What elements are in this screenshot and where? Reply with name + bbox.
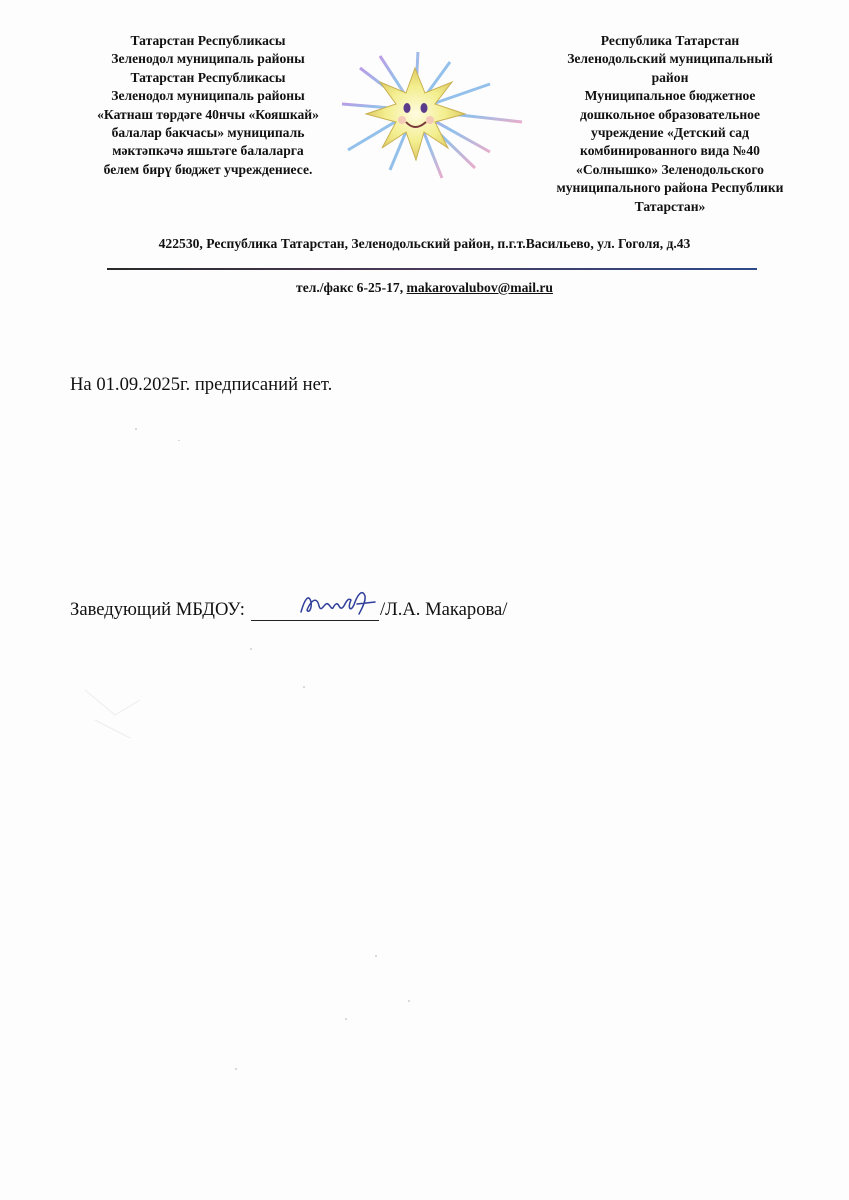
header-left-line: Татарстан Республикасы xyxy=(130,69,286,85)
header-right-line: учреждение «Детский сад xyxy=(591,125,749,141)
header-left-line: мәктәпкәчә яшьтәге балаларга xyxy=(112,143,304,159)
header-right-line: Зеленодольский муниципальный xyxy=(567,51,773,67)
header-left-line: Зеленодол муниципаль районы xyxy=(111,51,305,67)
header-left-line: белем бирү бюджет учреждениесе. xyxy=(103,161,313,177)
header-right-line: Муниципальное бюджетное xyxy=(584,88,756,104)
header-right-line: «Солнышко» Зеленодольского xyxy=(576,161,764,177)
header-left-line: Зеленодол муниципаль районы xyxy=(111,88,305,104)
statement-text: На 01.09.2025г. предписаний нет. xyxy=(70,374,333,395)
header-right-line: дошкольное образовательное xyxy=(579,106,761,122)
signature-name: /Л.А. Макарова/ xyxy=(379,599,508,620)
organization-address: 422530, Республика Татарстан, Зеленодольский район, п.г.т.Васильево, ул. Гоголя, д.43 xyxy=(158,236,691,251)
header-right-russian xyxy=(530,32,810,216)
organization-contacts xyxy=(0,280,849,296)
header-right-line: муниципального района Республики xyxy=(556,180,784,196)
phone-fax: тел./факс 6-25-17, xyxy=(296,280,407,295)
header-right-line: Республика Татарстан xyxy=(600,33,740,48)
signature-position: Заведующий МБДОУ: xyxy=(70,599,245,620)
signature-line xyxy=(251,596,379,621)
header-right-line: комбинированного вида №40 xyxy=(580,143,760,159)
header-divider xyxy=(107,268,757,270)
handwritten-signature-icon xyxy=(299,588,379,622)
header-right-line: Татарстан» xyxy=(634,198,706,214)
signature-block xyxy=(70,596,507,621)
header-left-tatar xyxy=(68,32,348,179)
header-left-line: «Катнаш төрдәге 40нчы «Кояшкай» xyxy=(97,106,319,122)
email-link[interactable]: makarovalubov@mail.ru xyxy=(406,280,553,295)
header-left-line: Татарстан Республикасы xyxy=(130,33,286,48)
sun-logo-icon xyxy=(340,48,525,183)
header-left-line: балалар бакчасы» муниципаль xyxy=(111,125,305,141)
header-right-line: район xyxy=(651,69,689,85)
